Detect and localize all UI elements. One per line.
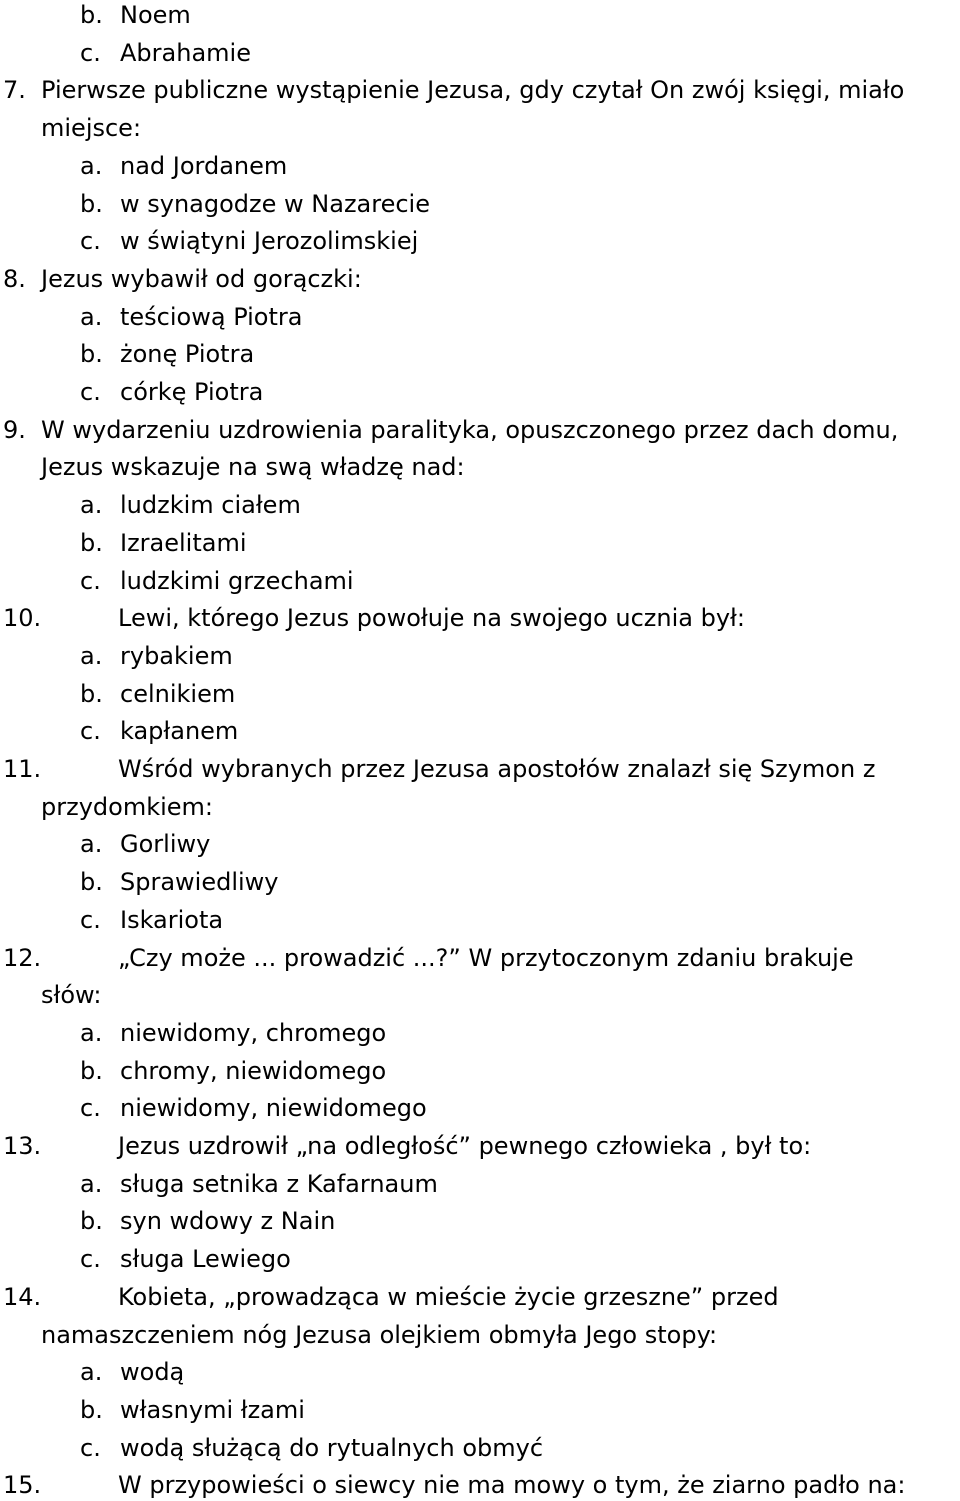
option-text: Noem — [120, 1, 191, 29]
option-label: a. — [80, 1169, 103, 1198]
question-text: Pierwsze publiczne wystąpienie Jezusa, gdy czytał On zwój księgi, miało — [41, 76, 905, 105]
option-text: chromy, niewidomego — [120, 1056, 387, 1085]
option-text: teściową Piotra — [120, 302, 303, 331]
question-number: 9. — [3, 415, 26, 444]
option-text: rybakiem — [120, 641, 233, 670]
question-text: Wśród wybranych przez Jezusa apostołów znalazł się Szymon z — [118, 755, 876, 783]
option-text: Abrahamie — [120, 38, 251, 67]
option-label: c. — [80, 378, 101, 406]
option-label: b. — [80, 1056, 103, 1085]
question-text: Jezus wybawił od gorączki: — [41, 264, 362, 293]
option-label: a. — [80, 830, 103, 859]
question-text: „Czy może ... prowadzić ...?” W przytoczonym zdaniu brakuje — [118, 943, 854, 972]
option-text: sługa setnika z Kafarnaum — [120, 1169, 438, 1198]
question-text: W wydarzeniu uzdrowienia paralityka, opuszczonego przez dach domu, — [41, 415, 899, 444]
option-label: c. — [80, 38, 101, 67]
question-text: Kobieta, „prowadząca w mieście życie grzeszne” przed — [118, 1282, 779, 1311]
option-text: Gorliwy — [120, 830, 211, 859]
option-text: syn wdowy z Nain — [120, 1207, 336, 1236]
question-number: 13. — [3, 1132, 42, 1160]
option-text: ludzkim ciałem — [120, 491, 301, 520]
option-text: niewidomy, chromego — [120, 1018, 387, 1047]
question-number: 11. — [3, 755, 42, 783]
option-label: c. — [80, 227, 101, 256]
option-text: żonę Piotra — [120, 340, 255, 369]
option-text: wodą — [120, 1358, 185, 1387]
option-label: c. — [80, 1433, 101, 1462]
option-label: c. — [80, 566, 101, 595]
option-text: kapłanem — [120, 717, 239, 746]
option-text: Sprawiedliwy — [120, 868, 279, 897]
option-text: w świątyni Jerozolimskiej — [120, 227, 419, 256]
question-text: słów: — [41, 981, 102, 1010]
option-label: a. — [80, 302, 103, 331]
option-text: sługa Lewiego — [120, 1245, 291, 1274]
option-text: własnymi łzami — [120, 1395, 305, 1424]
option-label: c. — [80, 905, 101, 934]
option-label: a. — [80, 1018, 103, 1047]
question-text: miejsce: — [41, 114, 142, 143]
option-text: Iskariota — [120, 905, 224, 934]
option-text: ludzkimi grzechami — [120, 566, 354, 595]
question-text: Lewi, którego Jezus powołuje na swojego ucznia był: — [118, 604, 745, 633]
option-label: b. — [80, 340, 103, 369]
option-label: b. — [80, 189, 103, 218]
option-label: a. — [80, 151, 103, 180]
question-number: 7. — [3, 76, 26, 105]
option-label: b. — [80, 868, 103, 897]
option-text: nad Jordanem — [120, 151, 288, 180]
question-text: Jezus uzdrowił „na odległość” pewnego człowieka , był to: — [118, 1132, 812, 1160]
option-label: b. — [80, 1, 103, 29]
option-text: celnikiem — [120, 679, 236, 708]
option-label: c. — [80, 1245, 101, 1274]
question-number: 12. — [3, 943, 42, 972]
question-text: Jezus wskazuje na swą władzę nad: — [41, 453, 465, 482]
option-label: b. — [80, 1207, 103, 1236]
option-text: w synagodze w Nazarecie — [120, 189, 430, 218]
option-label: a. — [80, 641, 103, 670]
option-label: a. — [80, 1358, 103, 1387]
option-label: c. — [80, 717, 101, 746]
option-text: Izraelitami — [120, 528, 247, 557]
question-number: 15. — [3, 1471, 42, 1500]
option-label: a. — [80, 491, 103, 520]
question-text: W przypowieści o siewcy nie ma mowy o tym, że ziarno padło na: — [118, 1471, 906, 1500]
option-label: b. — [80, 1395, 103, 1424]
option-label: b. — [80, 528, 103, 557]
option-label: b. — [80, 679, 103, 708]
option-text: niewidomy, niewidomego — [120, 1094, 427, 1123]
question-number: 10. — [3, 604, 42, 633]
question-number: 8. — [3, 264, 26, 293]
option-text: wodą służącą do rytualnych obmyć — [120, 1433, 544, 1462]
question-number: 14. — [3, 1282, 42, 1311]
question-text: namaszczeniem nóg Jezusa olejkiem obmyła Jego stopy: — [41, 1320, 718, 1349]
question-text: przydomkiem: — [41, 792, 213, 821]
option-text: córkę Piotra — [120, 378, 264, 406]
option-label: c. — [80, 1094, 101, 1123]
